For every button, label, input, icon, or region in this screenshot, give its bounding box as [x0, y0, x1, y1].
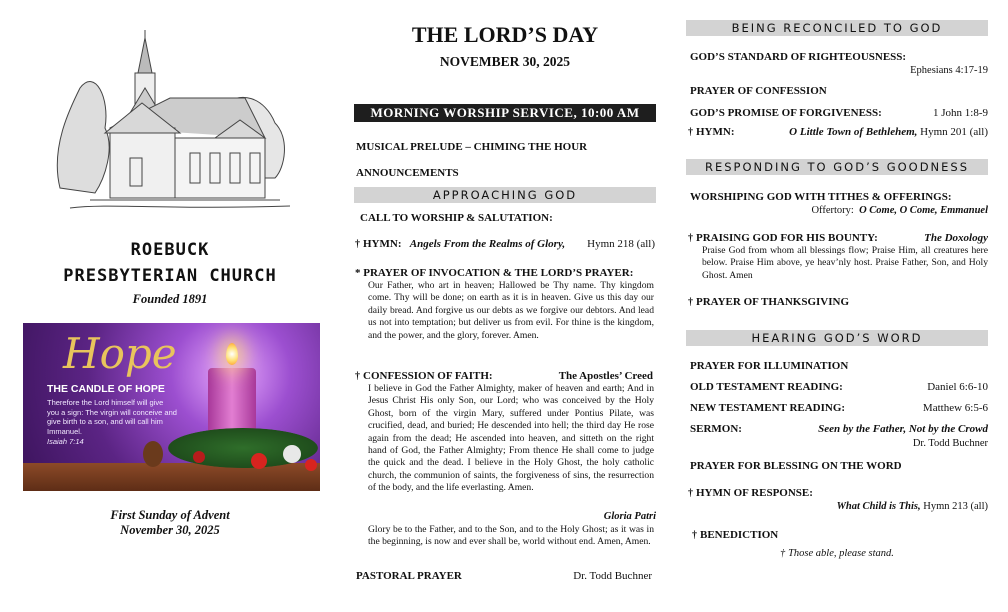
- prayer-for-illumination: PRAYER FOR ILLUMINATION: [690, 360, 849, 372]
- apostles-creed-text: I believe in God the Father Almighty, maker of heaven and earth; And in Jesus Christ His only Son, our Lord; who was conceived by the Holy Ghost, born of the virgin Mary, suffered under Pontius Pilate, was crucified, dead, and buried; He descended into hell; the third day He rose again from the dead; He ascended into heaven, and sitteth on the right hand of God, the Father Almighty; From thence He shall come to judge the quick and the dead. I believe in the Holy Ghost, the holy catholic church, the communion of saints, the forgiveness of sins, the resurrection of the body, and the life everlasting. Amen.: [368, 383, 654, 494]
- gloria-patri-text: Glory be to the Father, and to the Son, and to the Holy Ghost; as it was in the beginning, is now and ever shall be, world without end. Amen, Amen.: [368, 524, 654, 548]
- prayer-of-invocation: [355, 267, 633, 279]
- offertory: [811, 205, 988, 216]
- hymn-bethlehem: [688, 126, 988, 138]
- church-name-line2: PRESBYTERIAN CHURCH: [63, 266, 277, 286]
- hymn-angels: [355, 238, 655, 250]
- stand-cross-icon: †: [688, 233, 693, 244]
- response-hymn-number: Hymn 213 (all): [923, 501, 988, 512]
- pastoral-prayer-leader: Dr. Todd Buchner: [573, 570, 652, 582]
- sermon-label: SERMON:: [690, 423, 742, 435]
- hymn-title: Angels From the Realms of Glory,: [409, 238, 566, 250]
- lords-prayer-text: Our Father, who art in heaven; Hallowed be Thy name. Thy kingdom come. Thy will be done; on earth as it is in heaven. Give us this day our daily bread. And forgive us our debts as we forgive our debtors. And lead us not into temptation; but deliver us from evil. For thine is the kingdom, and the power, and the glory, forever. Amen.: [368, 280, 654, 341]
- advent-verse-reference: Isaiah 7:14: [47, 437, 84, 446]
- confession-label: CONFESSION OF FAITH:: [363, 370, 493, 382]
- stand-cross-icon: †: [688, 488, 693, 499]
- stand-cross-icon: †: [355, 371, 360, 382]
- stand-cross-icon: †: [688, 297, 693, 308]
- sermon-title: Seen by the Father, Not by the Crowd: [818, 423, 988, 435]
- advent-verse: Therefore the Lord himself will give you a sign: The virgin will conceive and give birth to a son, and will call him Immanuel.: [47, 398, 177, 436]
- service-time-bar: MORNING WORSHIP SERVICE, 10:00 AM: [354, 104, 656, 122]
- musical-prelude: MUSICAL PRELUDE – CHIMING THE HOUR: [356, 141, 588, 153]
- call-to-worship: CALL TO WORSHIP & SALUTATION:: [360, 212, 553, 224]
- section-hearing-word: HEARING GOD’S WORD: [686, 330, 988, 346]
- advent-candle-image: [23, 323, 320, 491]
- red-ornament-icon: [193, 451, 205, 463]
- new-testament-reading: [690, 402, 988, 414]
- promise-reference: 1 John 1:8-9: [933, 107, 988, 119]
- offertory-title: O Come, O Come, Emmanuel: [859, 205, 988, 216]
- silver-ornament-icon: [283, 445, 301, 463]
- star-icon: *: [355, 267, 361, 279]
- advent-sunday-title: First Sunday of Advent: [110, 508, 230, 522]
- stand-cross-icon: †: [688, 127, 693, 138]
- page-title: THE LORD’S DAY: [411, 22, 599, 47]
- confession-title: The Apostles’ Creed: [558, 370, 653, 382]
- founded-year: Founded 1891: [132, 292, 208, 306]
- announcements: ANNOUNCEMENTS: [356, 167, 459, 179]
- tithes-and-offerings: WORSHIPING GOD WITH TITHES & OFFERINGS:: [690, 191, 952, 203]
- hymn-of-response: [688, 487, 813, 499]
- nt-reference: Matthew 6:5-6: [922, 402, 988, 414]
- section-being-reconciled: BEING RECONCILED TO GOD: [686, 20, 988, 36]
- order-of-worship-column-1: [350, 0, 660, 612]
- stand-cross-icon: †: [692, 530, 697, 541]
- response-hymn-title: What Child is This,: [836, 501, 921, 512]
- prayer-of-confession: PRAYER OF CONFESSION: [690, 85, 827, 97]
- benediction-label: BENEDICTION: [700, 529, 779, 541]
- stand-cross-icon: †: [780, 548, 786, 559]
- church-name-line1: ROEBUCK: [130, 240, 210, 260]
- praising-label: PRAISING GOD FOR HIS BOUNTY:: [696, 232, 878, 244]
- response-hymn: [837, 501, 988, 512]
- old-testament-reading: [690, 381, 988, 393]
- doxology-text: Praise God from whom all blessings flow; Praise Him, all creatures here below. Praise Him above, ye heav’nly host. Praise Father, Son, and Holy Ghost. Amen: [702, 245, 988, 281]
- sermon-preacher: Dr. Todd Buchner: [912, 438, 988, 449]
- standard-of-righteousness: GOD’S STANDARD OF RIGHTEOUSNESS:: [690, 51, 907, 63]
- hymn-label: HYMN:: [696, 126, 735, 138]
- offertory-label: Offertory:: [811, 205, 854, 216]
- hope-script-word: Hope: [63, 329, 177, 378]
- section-responding-goodness: RESPONDING TO GOD’S GOODNESS: [686, 159, 988, 175]
- promise-of-forgiveness: [690, 107, 988, 119]
- promise-label: GOD’S PROMISE OF FORGIVENESS:: [690, 107, 882, 119]
- advent-sunday-date: November 30, 2025: [120, 523, 220, 537]
- pastoral-prayer: [356, 570, 652, 582]
- invocation-label: PRAYER OF INVOCATION & THE LORD’S PRAYER:: [363, 267, 634, 279]
- hymn-title: O Little Town of Bethlehem,: [789, 126, 918, 138]
- hymn-label: HYMN:: [363, 238, 402, 250]
- thanksgiving-label: PRAYER OF THANKSGIVING: [696, 296, 850, 308]
- pinecone-icon: [143, 441, 163, 467]
- service-date: NOVEMBER 30, 2025: [439, 54, 571, 69]
- red-ornament-icon: [305, 459, 317, 471]
- confession-of-faith: [355, 370, 653, 382]
- nt-label: NEW TESTAMENT READING:: [690, 402, 846, 414]
- gloria-patri-title: Gloria Patri: [603, 511, 656, 522]
- stand-note-text: Those able, please stand.: [788, 548, 894, 559]
- prayer-for-blessing: PRAYER FOR BLESSING ON THE WORD: [690, 460, 902, 472]
- pastoral-prayer-label: PASTORAL PRAYER: [356, 570, 462, 582]
- prayer-of-thanksgiving: [688, 296, 849, 308]
- stand-cross-icon: †: [355, 239, 360, 250]
- section-approaching-god: APPROACHING GOD: [354, 187, 656, 203]
- red-ornament-icon: [251, 453, 267, 469]
- ot-reference: Daniel 6:6-10: [927, 381, 988, 393]
- candle-of-hope-caption: THE CANDLE OF HOPE: [47, 383, 165, 395]
- praising-god: [688, 232, 988, 244]
- benediction: [692, 529, 778, 541]
- ot-label: OLD TESTAMENT READING:: [690, 381, 843, 393]
- stand-note: [682, 548, 992, 559]
- church-sketch-illustration: [50, 28, 300, 213]
- response-label: HYMN OF RESPONSE:: [696, 487, 813, 499]
- wooden-table: [23, 463, 320, 491]
- hymn-number: Hymn 201 (all): [920, 126, 988, 138]
- hymn-number: Hymn 218 (all): [587, 238, 655, 250]
- doxology-title: The Doxology: [924, 232, 988, 244]
- order-of-worship-column-2: [682, 0, 992, 612]
- sermon: [690, 423, 988, 435]
- standard-reference: Ephesians 4:17-19: [910, 65, 988, 76]
- candle-flame-icon: [226, 343, 238, 365]
